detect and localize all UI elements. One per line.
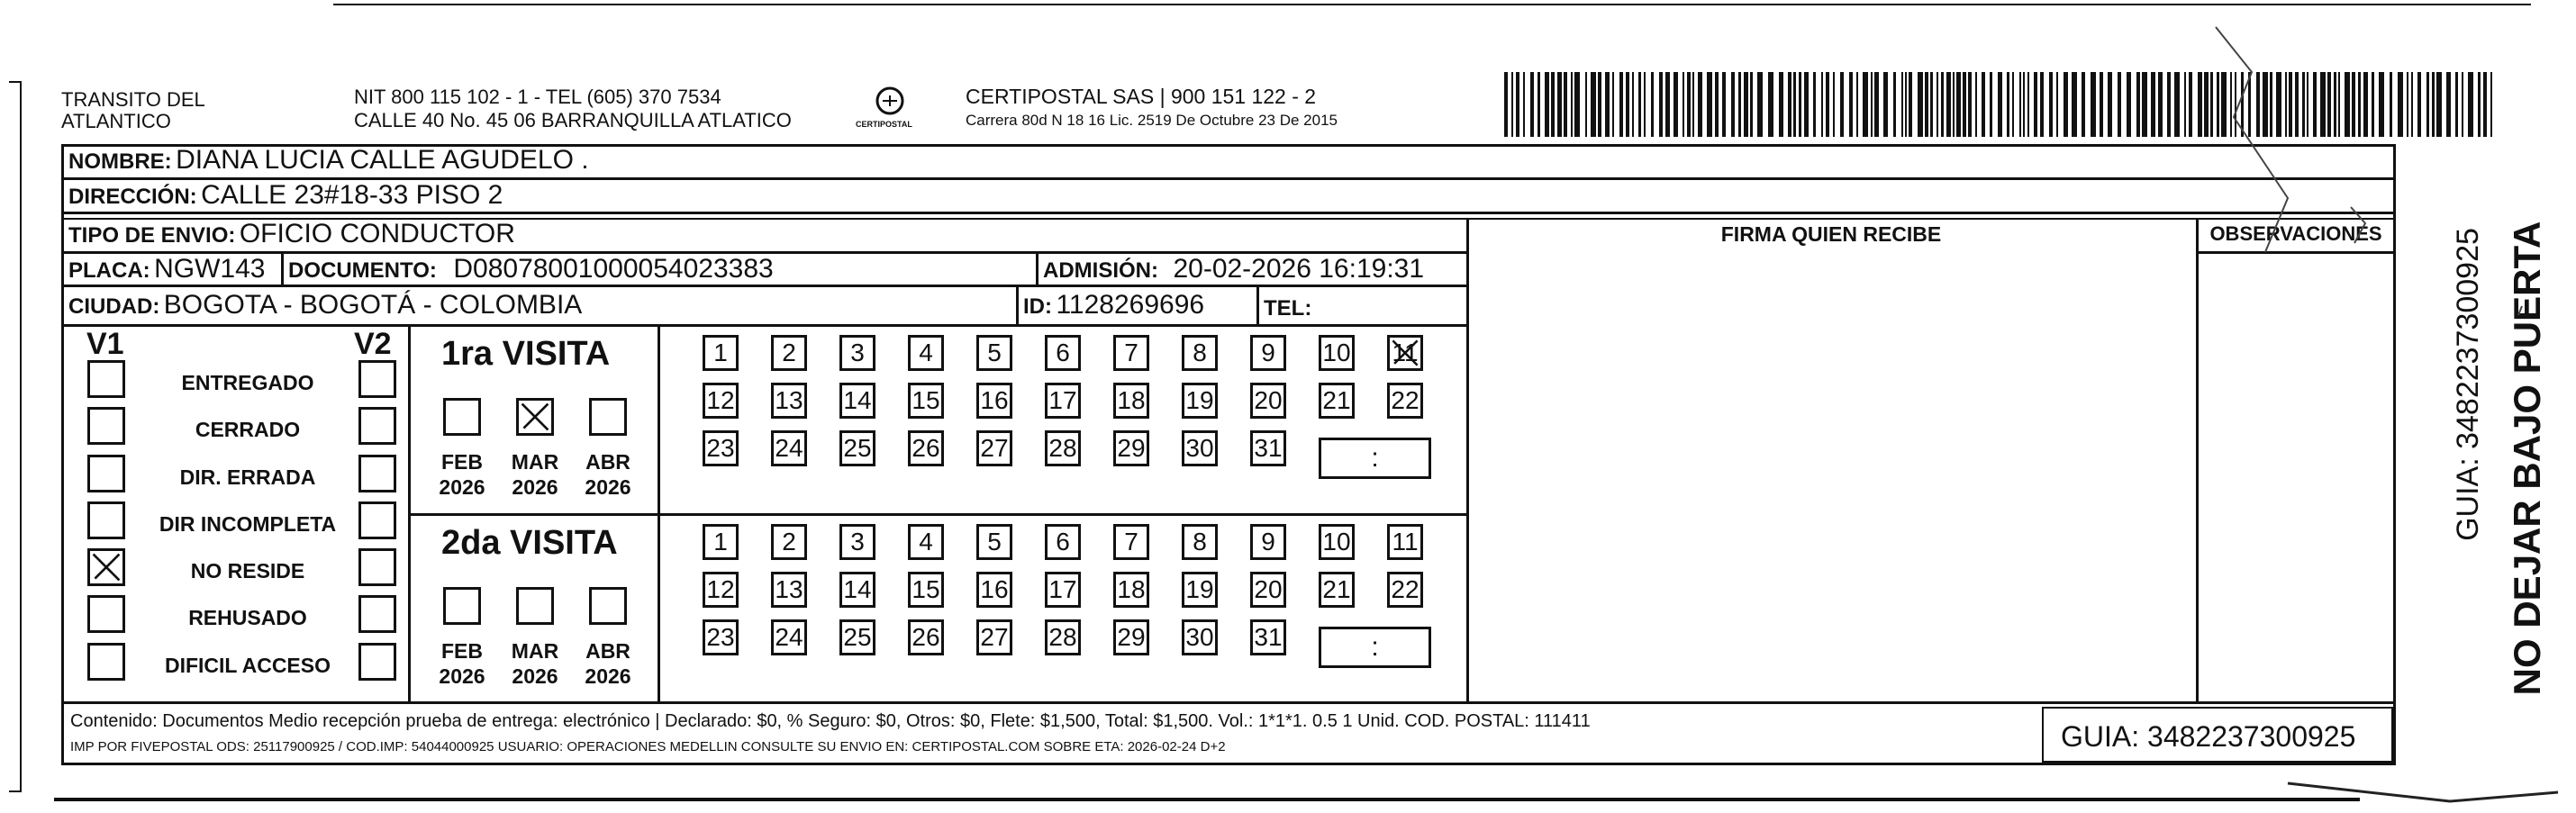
guia-box-text: GUIA: 3482237300925: [2061, 720, 2356, 753]
v1-checkbox[interactable]: [87, 407, 125, 445]
day-box[interactable]: [771, 619, 807, 655]
day-box[interactable]: [908, 430, 944, 466]
day-number: 2: [782, 339, 796, 366]
day-box[interactable]: [908, 572, 944, 608]
day-box[interactable]: [1250, 430, 1286, 466]
row-line: [61, 212, 2396, 214]
side-guia: GUIA: 3482237300925: [2451, 228, 2485, 541]
time-value: :: [1371, 443, 1379, 473]
day-number: 30: [1185, 623, 1214, 651]
day-box[interactable]: [703, 572, 739, 608]
day-box[interactable]: [1113, 524, 1149, 560]
day-box[interactable]: [771, 335, 807, 371]
day-box[interactable]: [908, 383, 944, 419]
status-option-label: ENTREGADO: [181, 371, 314, 394]
day-number: 4: [919, 528, 933, 556]
placa-row: [68, 256, 265, 283]
day-number: 8: [1193, 528, 1207, 556]
day-box[interactable]: [1387, 572, 1423, 608]
license-line: Carrera 80d N 18 16 Lic. 2519 De Octubre 23 De 2015: [966, 112, 1338, 129]
year-label: 2026: [512, 664, 558, 688]
day-box[interactable]: [1250, 335, 1286, 371]
day-number: 4: [919, 339, 933, 366]
day-box[interactable]: [1250, 524, 1286, 560]
day-number: 18: [1117, 386, 1146, 414]
day-number: 15: [912, 386, 940, 414]
v1-checkbox[interactable]: [87, 455, 125, 492]
day-number: 1: [713, 339, 728, 366]
day-number: 19: [1185, 575, 1214, 603]
tipo-label: TIPO DE ENVIO:: [68, 223, 236, 248]
day-number: 31: [1254, 434, 1283, 462]
day-box[interactable]: [1250, 383, 1286, 419]
month-checkbox[interactable]: [443, 587, 481, 625]
day-number: 13: [775, 386, 803, 414]
month-checkbox[interactable]: [589, 398, 627, 436]
day-number: 7: [1124, 339, 1138, 366]
ciudad-row: [68, 292, 582, 319]
v1-checkbox[interactable]: [87, 501, 125, 539]
v2-checkbox[interactable]: [358, 643, 396, 681]
day-number: 8: [1193, 339, 1207, 366]
status-option-label: CERRADO: [195, 418, 301, 441]
ciudad-value: BOGOTA - BOGOTÁ - COLOMBIA: [163, 290, 583, 320]
day-box[interactable]: [1387, 335, 1423, 371]
month-label: MAR: [511, 639, 559, 663]
day-number: 23: [706, 623, 735, 651]
day-number: 16: [980, 386, 1009, 414]
ciudad-label: CIUDAD:: [68, 294, 160, 319]
day-number: 10: [1322, 528, 1351, 556]
v2-label: V2: [354, 327, 392, 361]
admision-row: [1043, 256, 1424, 283]
day-box[interactable]: [1387, 524, 1423, 560]
documento-row: [288, 256, 774, 283]
nombre-row: [68, 147, 589, 174]
firma-area[interactable]: [1470, 254, 2194, 699]
day-number: 26: [912, 623, 940, 651]
day-box[interactable]: [1182, 619, 1218, 655]
certipostal-logo-icon: [854, 85, 926, 137]
day-box[interactable]: [839, 430, 875, 466]
day-number: 27: [980, 434, 1009, 462]
day-box[interactable]: [771, 383, 807, 419]
day-box[interactable]: [1113, 430, 1149, 466]
day-box[interactable]: [1250, 619, 1286, 655]
day-box[interactable]: [976, 524, 1012, 560]
day-number: 17: [1048, 575, 1077, 603]
day-box[interactable]: [1250, 572, 1286, 608]
day-number: 20: [1254, 386, 1283, 414]
col-line: [281, 251, 284, 285]
day-number: 31: [1254, 623, 1283, 651]
day-box[interactable]: [1182, 430, 1218, 466]
day-box[interactable]: [771, 430, 807, 466]
day-box[interactable]: [1045, 619, 1081, 655]
v2-checkbox[interactable]: [358, 455, 396, 492]
day-box[interactable]: [1182, 572, 1218, 608]
day-box[interactable]: [1319, 383, 1355, 419]
day-number: 6: [1056, 339, 1070, 366]
col-line: [1036, 251, 1039, 285]
time-box[interactable]: [1319, 438, 1431, 479]
direccion-value: CALLE 23#18-33 PISO 2: [201, 180, 503, 210]
org-name-line2: ATLANTICO: [61, 110, 171, 132]
day-box[interactable]: [1182, 335, 1218, 371]
day-number: 29: [1117, 623, 1146, 651]
day-box[interactable]: [1319, 572, 1355, 608]
day-number: 13: [775, 575, 803, 603]
observaciones-header: OBSERVACIONES: [2209, 222, 2382, 245]
v1-checkbox[interactable]: [87, 360, 125, 398]
day-box[interactable]: [1045, 524, 1081, 560]
day-number: 27: [980, 623, 1009, 651]
month-checkbox[interactable]: [516, 398, 554, 436]
day-box[interactable]: [1182, 383, 1218, 419]
v1-checkbox[interactable]: [87, 595, 125, 633]
col-line: [1256, 285, 1259, 325]
day-box[interactable]: [771, 572, 807, 608]
id-label: ID:: [1023, 294, 1052, 319]
day-number: 11: [1392, 528, 1419, 556]
day-box[interactable]: [703, 524, 739, 560]
check-mark-icon: [1390, 338, 1420, 368]
check-mark-icon: [519, 401, 551, 433]
day-number: 3: [850, 528, 865, 556]
day-number: 22: [1391, 575, 1420, 603]
documento-label: DOCUMENTO:: [288, 258, 437, 283]
status-option-label: DIR INCOMPLETA: [159, 512, 337, 536]
row-line: [408, 513, 1466, 516]
day-number: 3: [850, 339, 865, 366]
top-edge-line: [333, 4, 2531, 5]
nombre-label: NOMBRE:: [68, 149, 172, 174]
day-box[interactable]: [1045, 383, 1081, 419]
v2-checkbox[interactable]: [358, 548, 396, 586]
firma-header: FIRMA QUIEN RECIBE: [1720, 222, 1942, 246]
month-checkbox[interactable]: [443, 398, 481, 436]
month-label: FEB: [441, 450, 483, 474]
day-number: 15: [912, 575, 940, 603]
logo-text: CERTIPOSTAL: [856, 120, 912, 129]
v2-checkbox[interactable]: [358, 501, 396, 539]
v2-checkbox[interactable]: [358, 595, 396, 633]
day-box[interactable]: [976, 430, 1012, 466]
month-label: MAR: [511, 450, 559, 474]
id-value: 1128269696: [1056, 290, 1205, 320]
day-box[interactable]: [703, 383, 739, 419]
day-box[interactable]: [976, 619, 1012, 655]
day-number: 21: [1322, 386, 1351, 414]
edge-scuff-marks: [2180, 18, 2576, 810]
status-option-label: DIR. ERRADA: [179, 465, 316, 489]
day-box[interactable]: [1045, 430, 1081, 466]
direccion-row: [68, 182, 503, 209]
day-box[interactable]: [771, 524, 807, 560]
day-box[interactable]: [1387, 383, 1423, 419]
day-box[interactable]: [908, 524, 944, 560]
month-label: ABR: [585, 639, 630, 663]
day-number: 24: [775, 623, 803, 651]
day-number: 1: [713, 528, 728, 556]
tipo-value: OFICIO CONDUCTOR: [239, 219, 515, 248]
day-number: 6: [1056, 528, 1070, 556]
day-number: 30: [1185, 434, 1214, 462]
day-number: 22: [1391, 386, 1420, 414]
col-line: [1466, 218, 1469, 701]
day-box[interactable]: [703, 430, 739, 466]
nit-line: NIT 800 115 102 - 1 - TEL (605) 370 7534: [354, 86, 721, 108]
no-dejar-warning: NO DEJAR BAJO PUERTA: [2506, 221, 2548, 696]
day-number: 14: [843, 386, 872, 414]
row-line: [61, 324, 1466, 327]
day-number: 23: [706, 434, 735, 462]
admision-value: 20-02-2026 16:19:31: [1173, 254, 1425, 284]
placa-value: NGW143: [154, 254, 266, 284]
day-box[interactable]: [976, 335, 1012, 371]
org-name-line1: TRANSITO DEL: [61, 88, 205, 111]
placa-label: PLACA:: [68, 258, 150, 283]
v2-checkbox[interactable]: [358, 360, 396, 398]
day-box[interactable]: [976, 572, 1012, 608]
bottom-edge-line: [54, 798, 2360, 801]
year-label: 2026: [585, 664, 631, 688]
col-line: [1016, 285, 1019, 325]
day-number: 20: [1254, 575, 1283, 603]
day-box[interactable]: [839, 335, 875, 371]
day-number: 16: [980, 575, 1009, 603]
day-box[interactable]: [1182, 524, 1218, 560]
day-box[interactable]: [976, 383, 1012, 419]
day-box[interactable]: [1045, 335, 1081, 371]
day-number: 11: [1392, 339, 1419, 366]
day-box[interactable]: [703, 335, 739, 371]
day-number: 26: [912, 434, 940, 462]
tel-row: [1264, 294, 1311, 321]
month-label: FEB: [441, 639, 483, 663]
day-number: 19: [1185, 386, 1214, 414]
row-line: [61, 285, 1466, 287]
day-box[interactable]: [908, 619, 944, 655]
day-number: 10: [1322, 339, 1351, 366]
day-number: 25: [843, 623, 872, 651]
year-label: 2026: [512, 475, 558, 499]
day-number: 21: [1322, 575, 1351, 603]
v2-checkbox[interactable]: [358, 407, 396, 445]
day-box[interactable]: [703, 619, 739, 655]
documento-value: D08078001000054023383: [453, 254, 774, 284]
day-number: 18: [1117, 575, 1146, 603]
time-box[interactable]: [1319, 627, 1431, 668]
day-number: 17: [1048, 386, 1077, 414]
day-number: 25: [843, 434, 872, 462]
day-number: 29: [1117, 434, 1146, 462]
admision-label: ADMISIÓN:: [1043, 258, 1158, 283]
day-number: 2: [782, 528, 796, 556]
v1-label: V1: [86, 327, 124, 361]
nombre-value: DIANA LUCIA CALLE AGUDELO .: [176, 145, 589, 175]
day-number: 24: [775, 434, 803, 462]
day-box[interactable]: [839, 619, 875, 655]
year-label: 2026: [439, 664, 485, 688]
tel-label: TEL:: [1264, 296, 1312, 321]
footer-line1: Contenido: Documentos Medio recepción prueba de entrega: electrónico | Declarado: $0, % Seguro: $0, Otros: $0, Flete: $1,500, Total: $1,500. Vol.: 1*1*1. 0.5 1 Unid. COD. POSTAL: 111411: [70, 711, 1591, 731]
day-number: 9: [1261, 528, 1275, 556]
day-number: 12: [706, 575, 735, 603]
left-edge-bracket-top: [9, 81, 22, 83]
day-box[interactable]: [1113, 619, 1149, 655]
v1-checkbox[interactable]: [87, 548, 125, 586]
status-option-label: DIFICIL ACCESO: [164, 654, 331, 677]
day-box[interactable]: [1045, 572, 1081, 608]
visit-title: 1ra VISITA: [441, 335, 611, 373]
day-number: 14: [843, 575, 872, 603]
day-number: 28: [1048, 623, 1077, 651]
left-edge-bracket: [20, 81, 22, 792]
day-number: 5: [987, 339, 1002, 366]
direccion-label: DIRECCIÓN:: [68, 185, 197, 209]
address-line: CALLE 40 No. 45 06 BARRANQUILLA ATLATICO: [354, 109, 792, 131]
day-box[interactable]: [1113, 335, 1149, 371]
status-option-label: NO RESIDE: [190, 559, 305, 583]
row-line: [61, 701, 2396, 704]
left-edge-bracket-bottom: [9, 790, 22, 792]
day-number: 12: [706, 386, 735, 414]
day-number: 9: [1261, 339, 1275, 366]
day-box[interactable]: [1319, 524, 1355, 560]
day-box[interactable]: [1113, 572, 1149, 608]
year-label: 2026: [439, 475, 485, 499]
v1-checkbox[interactable]: [87, 643, 125, 681]
day-box[interactable]: [839, 572, 875, 608]
month-checkbox[interactable]: [516, 587, 554, 625]
tipo-row: [68, 221, 515, 248]
footer-line2: IMP POR FIVEPOSTAL ODS: 25117900925 / COD.IMP: 54044000925 USUARIO: OPERACIONES MEDELLIN CONSULTE SU ENVIO EN: CERTIPOSTAL.COM SOBRE ETA: 2026-02-24 D+2: [70, 739, 1226, 754]
day-box[interactable]: [1319, 335, 1355, 371]
day-box[interactable]: [908, 335, 944, 371]
visit-title: 2da VISITA: [441, 524, 618, 562]
time-value: :: [1371, 632, 1379, 662]
day-box[interactable]: [839, 383, 875, 419]
year-label: 2026: [585, 475, 631, 499]
status-option-label: REHUSADO: [188, 606, 307, 629]
day-number: 28: [1048, 434, 1077, 462]
day-number: 5: [987, 528, 1002, 556]
id-row: [1023, 292, 1204, 319]
check-mark-icon: [90, 551, 122, 583]
day-box[interactable]: [839, 524, 875, 560]
day-box[interactable]: [1113, 383, 1149, 419]
month-checkbox[interactable]: [589, 587, 627, 625]
company-line: CERTIPOSTAL SAS | 900 151 122 - 2: [966, 85, 1317, 108]
month-label: ABR: [585, 450, 630, 474]
day-number: 7: [1124, 528, 1138, 556]
